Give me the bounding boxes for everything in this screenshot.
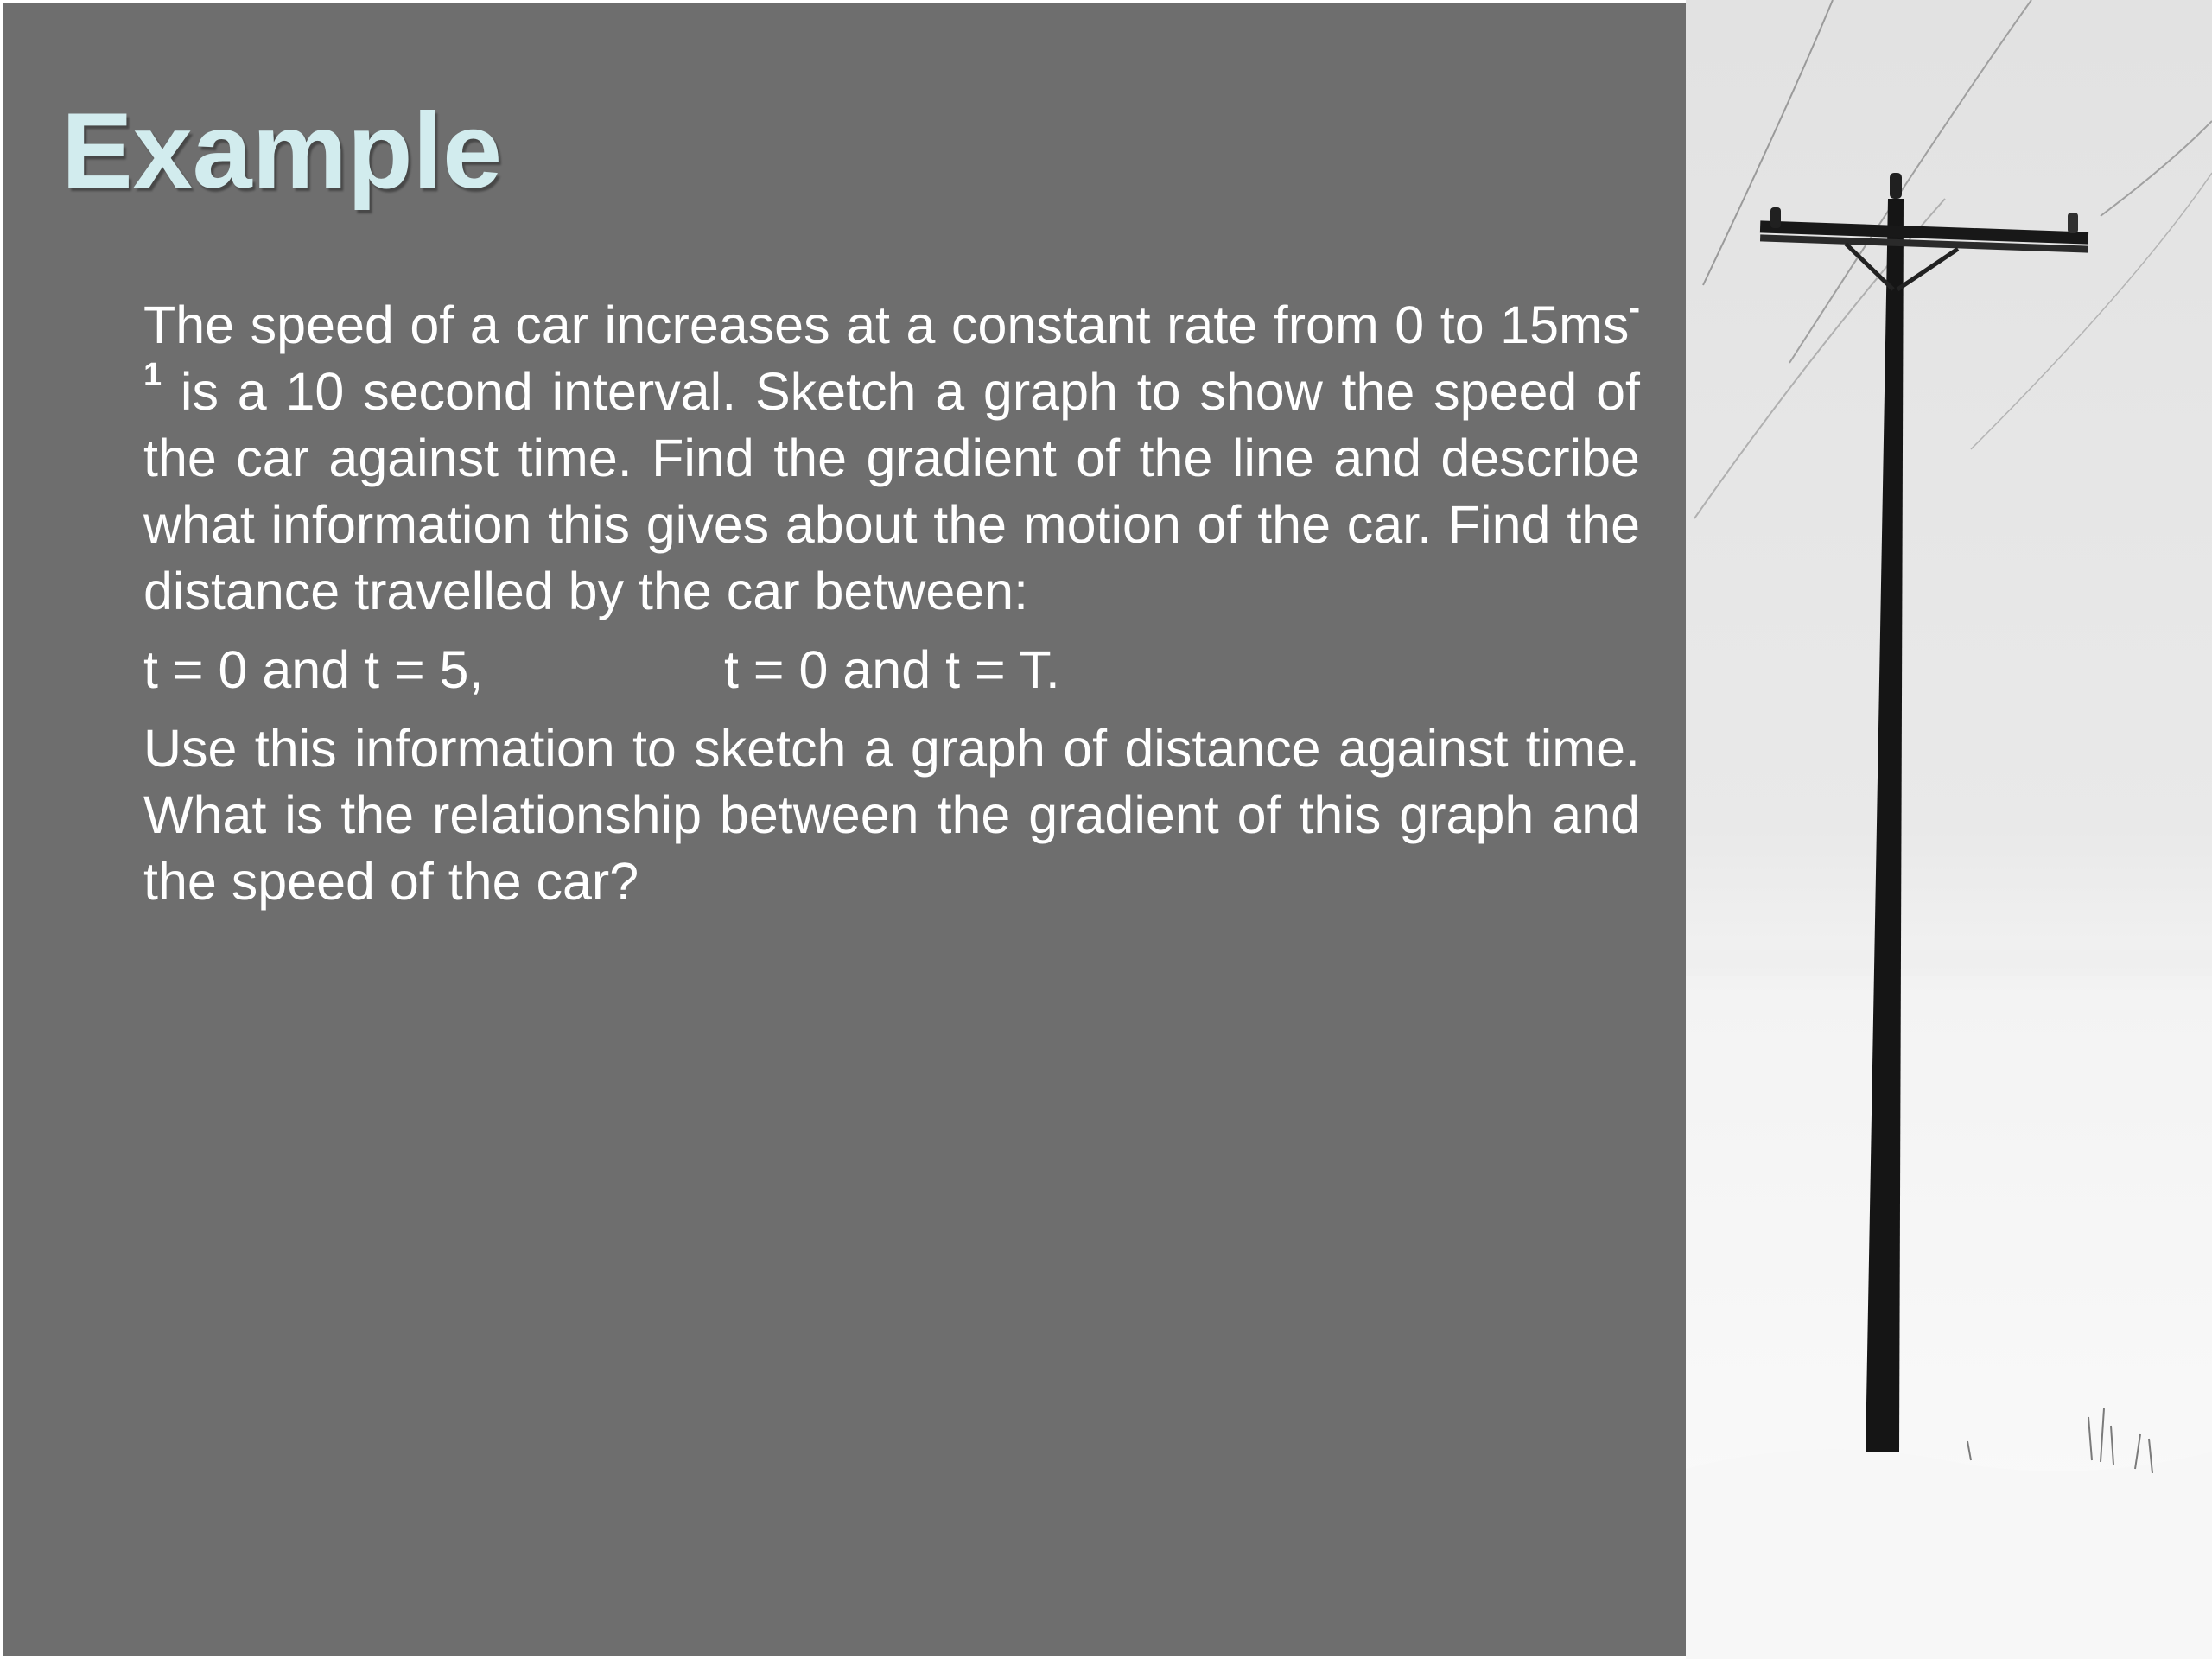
slide-body (143, 292, 1640, 915)
time-interval-1: t = 0 and t = 5, (143, 640, 484, 699)
question-text-start: The speed of a car increases at a constant rate from 0 to 15ms (143, 296, 1630, 354)
text-panel (3, 3, 1686, 1656)
time-intervals (143, 637, 1640, 703)
slide-title: Example (61, 92, 503, 211)
question-text-end: is a 10 second interval. Sketch a graph to show the speed of the car against time. Find the gradient of the line and describe what information this gives about the motion of the car. Find the distance travelled by the car between: (143, 362, 1640, 620)
time-interval-2: t = 0 and t = T. (724, 640, 1060, 699)
telegraph-pole-photo (1686, 0, 2212, 1659)
follow-up-paragraph: Use this information to sketch a graph of distance against time. What is the relationship between the gradient of this graph and the speed of the car? (143, 719, 1640, 911)
unit-exponent: -1 (143, 290, 1640, 393)
question-paragraph (143, 292, 1640, 625)
